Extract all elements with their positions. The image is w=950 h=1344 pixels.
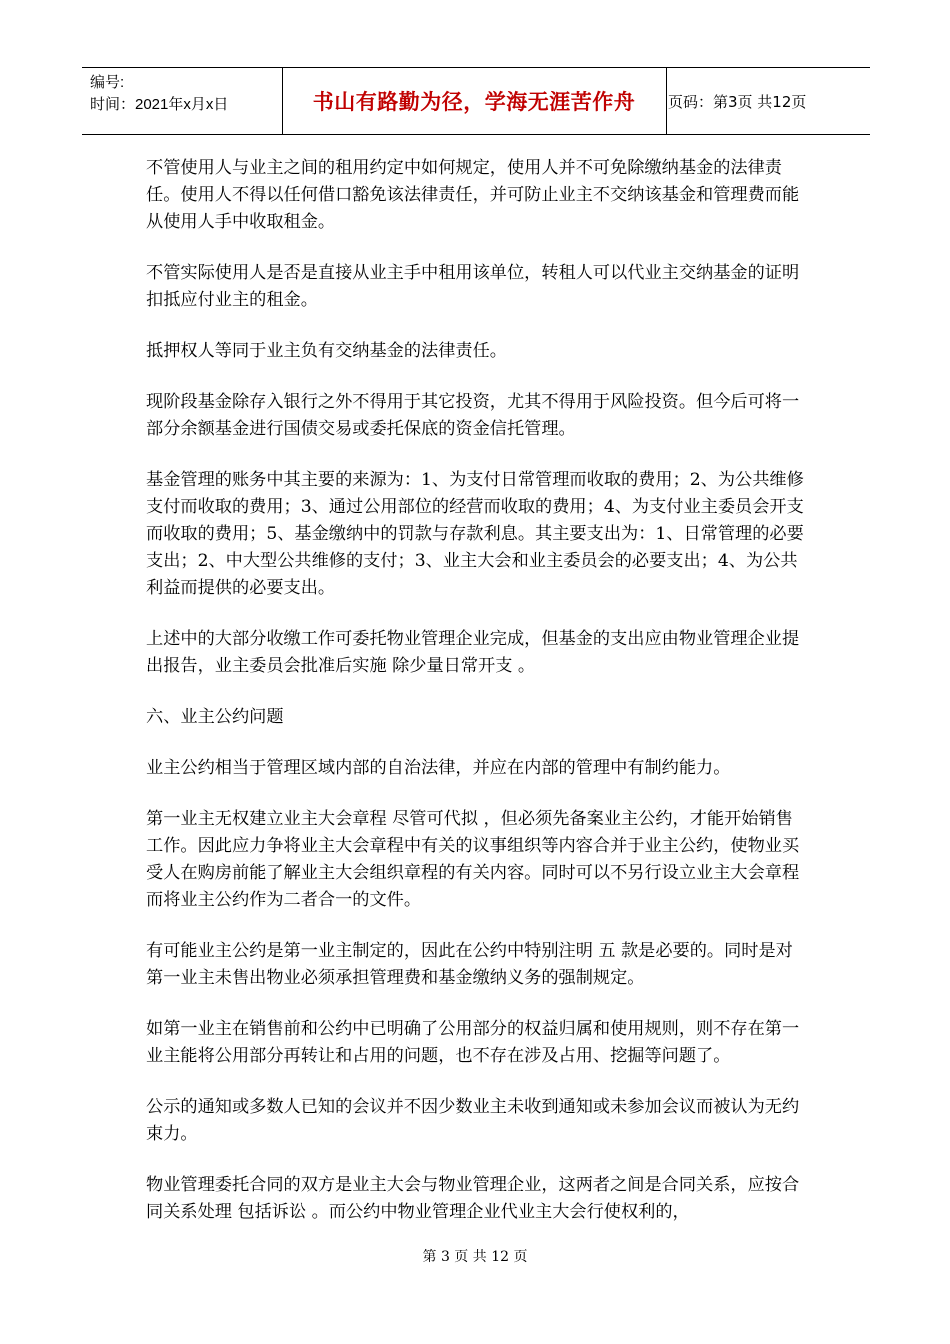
header-motto: 书山有路勤为径，学海无涯苦作舟	[312, 90, 636, 114]
paragraph: 如第一业主在销售前和公约中已明确了公用部分的权益归属和使用规则，则不存在第一业主能将公用部分再转让和占用的问题，也不存在涉及占用、挖掘等问题了。	[146, 1019, 800, 1066]
paragraph: 现阶段基金除存入银行之外不得用于其它投资，尤其不得用于风险投资。但今后可将一部分余额基金进行国债交易或委托保底的资金信托管理。	[146, 392, 800, 439]
paragraph: 不管使用人与业主之间的租用约定中如何规定，使用人并不可免除缴纳基金的法律责任。使用人不得以任何借口豁免该法律责任，并可防止业主不交纳该基金和管理费而能从使用人手中收取租金。	[146, 158, 800, 232]
paragraph: 业主公约相当于管理区域内部的自治法律，并应在内部的管理中有制约能力。	[146, 758, 731, 778]
paragraph: 不管实际使用人是否是直接从业主手中租用该单位，转租人可以代业主交纳基金的证明扣抵应付业主的租金。	[146, 263, 800, 310]
paragraph: 基金管理的账务中其主要的来源为：1、为支付日常管理而收取的费用；2、为公共维修支付而收取的费用；3、通过公用部位的经营而收取的费用；4、为支付业主委员会开支而收取的费用；5、基金缴纳中的罚款与存款利息。其主要支出为：1、日常管理的必要支出；2、中大型公共维修的支付；3、业主大会和业主委员会的必要支出；4、为公共利益而提供的必要支出。	[146, 470, 804, 598]
document-date: 时间：2021年x月x日	[90, 96, 229, 113]
paragraph: 第一业主无权建立业主大会章程 尽管可代拟 ，但必须先备案业主公约，才能开始销售工作。因此应力争将业主大会章程中有关的议事组织等内容合并于业主公约，使物业买受人在购房前能了解业主大会组织章程的有关内容。同时可以不另行设立业主大会章程 而将业主公约作为二者合一的文件。	[146, 809, 800, 910]
paragraph: 公示的通知或多数人已知的会议并不因少数业主未收到通知或未参加会议而被认为无约束力。	[146, 1097, 800, 1144]
page-footer: 第 3 页 共 12 页	[422, 1249, 528, 1265]
header-divider-left	[282, 68, 283, 134]
document-body	[146, 155, 808, 1250]
header-meta	[90, 72, 228, 116]
section-heading: 六、业主公约问题	[146, 707, 284, 727]
document-number-label: 编号:	[90, 74, 125, 91]
header-divider-right	[666, 68, 667, 134]
paragraph: 物业管理委托合同的双方是业主大会与物业管理企业，这两者之间是合同关系，应按合同关系处理 包括诉讼 。而公约中物业管理企业代业主大会行使权利的，	[146, 1175, 800, 1222]
page-header	[82, 67, 870, 135]
paragraph: 有可能业主公约是第一业主制定的，因此在公约中特别注明 五 款是必要的。同时是对第一业主未售出物业必须承担管理费和基金缴纳义务的强制规定。	[146, 941, 793, 988]
paragraph: 抵押权人等同于业主负有交纳基金的法律责任。	[146, 341, 507, 361]
header-page-info: 页码：第3页 共12页	[668, 92, 807, 111]
paragraph: 上述中的大部分收缴工作可委托物业管理企业完成，但基金的支出应由物业管理企业提出报告，业主委员会批准后实施 除少量日常开支 。	[146, 629, 800, 676]
